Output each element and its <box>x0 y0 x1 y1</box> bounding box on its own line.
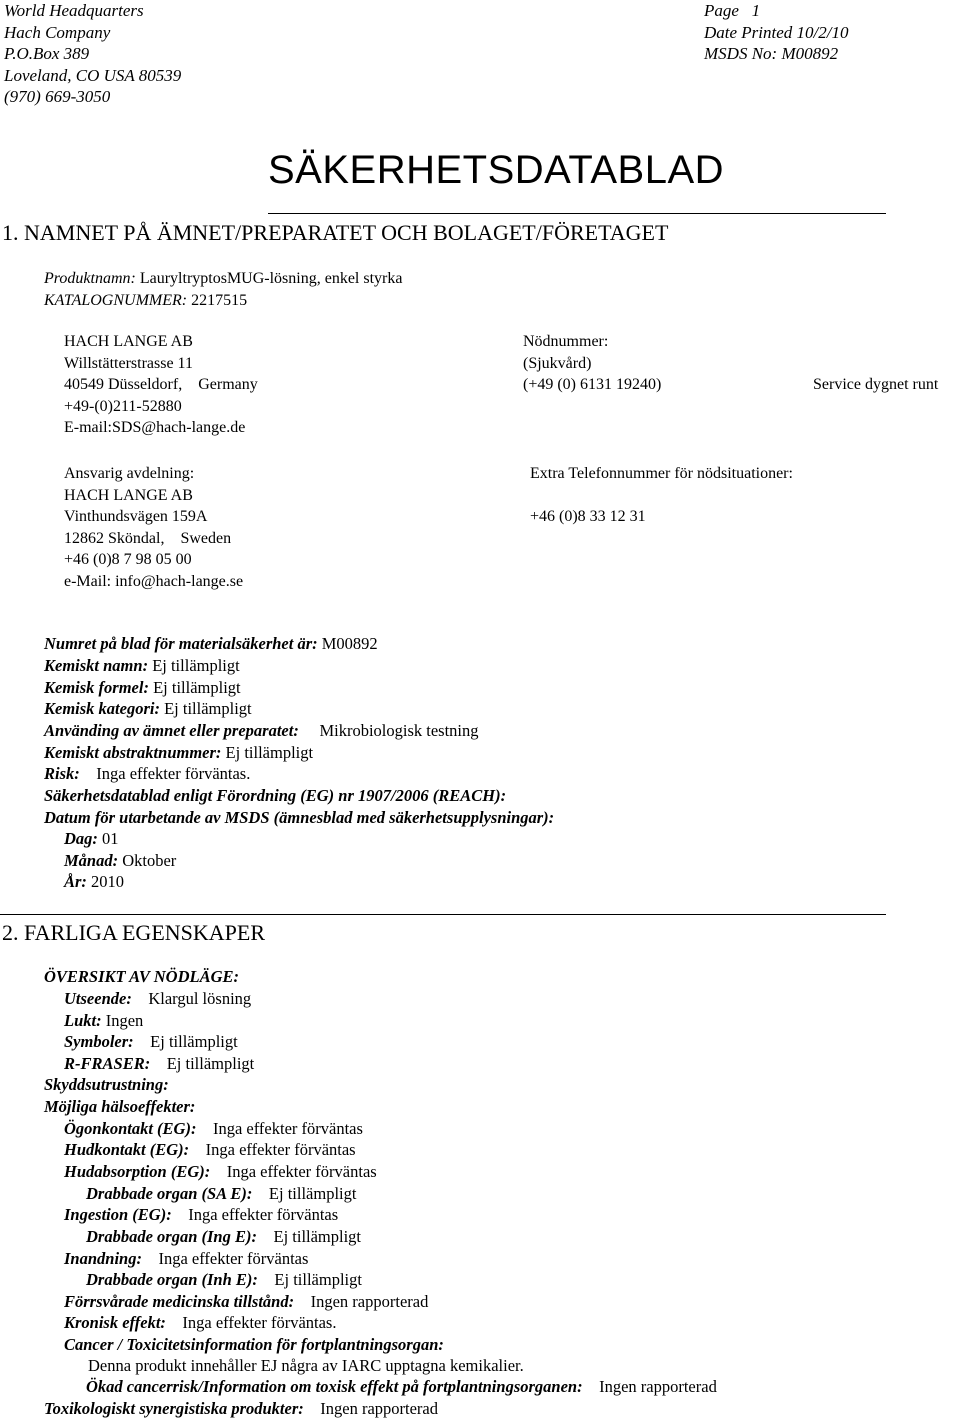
company-line: +49-(0)211-52880 <box>64 397 182 415</box>
detail-line: Kemiskt abstraktnummer: Ej tillämpligt <box>44 743 314 762</box>
hazard-line: Ögonkontakt (EG): Inga effekter förväntas <box>64 1119 363 1138</box>
date-printed: Date Printed 10/2/10 <box>704 22 849 42</box>
section2-heading: 2. FARLIGA EGENSKAPER <box>2 920 266 945</box>
catalog-label: KATALOGNUMMER: <box>44 292 188 309</box>
detail-line: Datum för utarbetande av MSDS (ämnesblad med säkerhetsupplysningar): <box>44 808 555 827</box>
responsible-line: 12862 Sköndal, Sweden <box>64 529 232 547</box>
product-name-row <box>44 268 402 290</box>
date-line: Dag: 01 <box>64 829 119 848</box>
emergency-line: (+49 (0) 6131 19240) <box>523 376 662 394</box>
emergency-line: (Sjukvård) <box>523 354 592 372</box>
hazard-line: R-FRASER: Ej tillämpligt <box>64 1054 255 1073</box>
hazard-line: Möjliga hälsoeffekter: <box>44 1097 196 1116</box>
hazard-line: Ökad cancerrisk/Information om toxisk effekt på fortplantningsorganen: Ingen rapporterad <box>86 1377 717 1396</box>
detail-line: Kemiskt namn: Ej tillämpligt <box>44 656 240 675</box>
catalog-row <box>44 290 247 312</box>
responsible-line: Vinthundsvägen 159A <box>64 508 208 526</box>
header-right <box>704 0 848 65</box>
header-left-line: Hach Company <box>4 22 111 42</box>
hazard-line: Hudkontakt (EG): Inga effekter förväntas <box>64 1140 356 1159</box>
hazard-line: Kronisk effekt: Inga effekter förväntas. <box>64 1313 337 1332</box>
company-line: E-mail:SDS@hach-lange.de <box>64 419 246 437</box>
product-name-label: Produktnamn: <box>44 270 136 287</box>
product-name-value: LauryltryptosMUG-lösning, enkel styrka <box>139 270 403 287</box>
header-left <box>4 0 181 108</box>
extra-phone-label: Extra Telefonnummer för nödsituationer: <box>530 465 793 482</box>
title-rule <box>268 213 886 214</box>
company-line: HACH LANGE AB <box>64 333 193 350</box>
company-address <box>64 331 258 439</box>
responsible-line: Ansvarig avdelning: <box>64 465 195 482</box>
hazard-line: Ingestion (EG): Inga effekter förväntas <box>64 1205 339 1224</box>
hazard-line: Förrsvårade medicinska tillstånd: Ingen rapporterad <box>64 1292 429 1311</box>
detail-line: Använding av ämnet eller preparatet: Mikrobiologisk testning <box>44 721 479 740</box>
detail-line: Säkerhetsdatablad enligt Förordning (EG) nr 1907/2006 (REACH): <box>44 786 507 805</box>
document-title: SÄKERHETSDATABLAD <box>268 148 725 192</box>
detail-line: Numret på blad för materialsäkerhet är: M00892 <box>44 634 378 653</box>
extra-phone-number: +46 (0)8 33 12 31 <box>530 508 646 525</box>
header-left-line: Loveland, CO USA 80539 <box>4 65 182 85</box>
header-left-line: World Headquarters <box>4 1 144 20</box>
hazard-line: Lukt: Ingen <box>64 1011 144 1030</box>
catalog-value: 2217515 <box>191 292 248 309</box>
responsible-line: HACH LANGE AB <box>64 486 193 504</box>
hazard-line: ÖVERSIKT AV NÖDLÄGE: <box>44 967 239 986</box>
hazard-line: Utseende: Klargul lösning <box>64 989 252 1008</box>
hazard-line: Symboler: Ej tillämpligt <box>64 1032 238 1051</box>
hazard-line: Cancer / Toxicitetsinformation för fortplantningsorgan: <box>64 1335 444 1354</box>
responsible-line: e-Mail: info@hach-lange.se <box>64 572 244 590</box>
msds-number: MSDS No: M00892 <box>704 44 839 63</box>
date-line: Månad: Oktober <box>64 851 177 870</box>
detail-line: Risk: Inga effekter förväntas. <box>44 764 251 783</box>
responsible-department <box>64 463 243 593</box>
detail-line: Kemisk formel: Ej tillämpligt <box>44 678 241 697</box>
company-line: 40549 Düsseldorf, Germany <box>64 376 258 394</box>
emergency-number <box>523 331 661 396</box>
page-number: Page 1 <box>704 1 761 20</box>
section1-heading: 1. NAMNET PÅ ÄMNET/PREPARATET OCH BOLAGET/FÖRETAGET <box>2 220 669 245</box>
hazard-line: Toxikologiskt synergistiska produkter: Ingen rapporterad <box>44 1399 438 1418</box>
header-left-line: (970) 669-3050 <box>4 87 111 106</box>
company-line: Willstätterstrasse 11 <box>64 354 193 372</box>
hazard-line: Denna produkt innehåller EJ några av IARC upptagna kemikalier. <box>88 1356 524 1375</box>
date-line: År: 2010 <box>64 872 125 891</box>
service-text: Service dygnet runt <box>813 376 939 393</box>
hazard-line: Hudabsorption (EG): Inga effekter förväntas <box>64 1162 377 1181</box>
section2-rule <box>0 914 886 915</box>
hazard-line: Inandning: Inga effekter förväntas <box>64 1249 309 1268</box>
hazard-line: Drabbade organ (Inh E): Ej tillämpligt <box>86 1270 362 1289</box>
detail-line: Kemisk kategori: Ej tillämpligt <box>44 699 252 718</box>
hazard-line: Skyddsutrustning: <box>44 1075 169 1094</box>
hazard-line: Drabbade organ (Ing E): Ej tillämpligt <box>86 1227 362 1246</box>
emergency-line: Nödnummer: <box>523 333 609 350</box>
header-left-line: P.O.Box 389 <box>4 44 90 63</box>
responsible-line: +46 (0)8 7 98 05 00 <box>64 551 192 569</box>
hazard-line: Drabbade organ (SA E): Ej tillämpligt <box>86 1184 357 1203</box>
